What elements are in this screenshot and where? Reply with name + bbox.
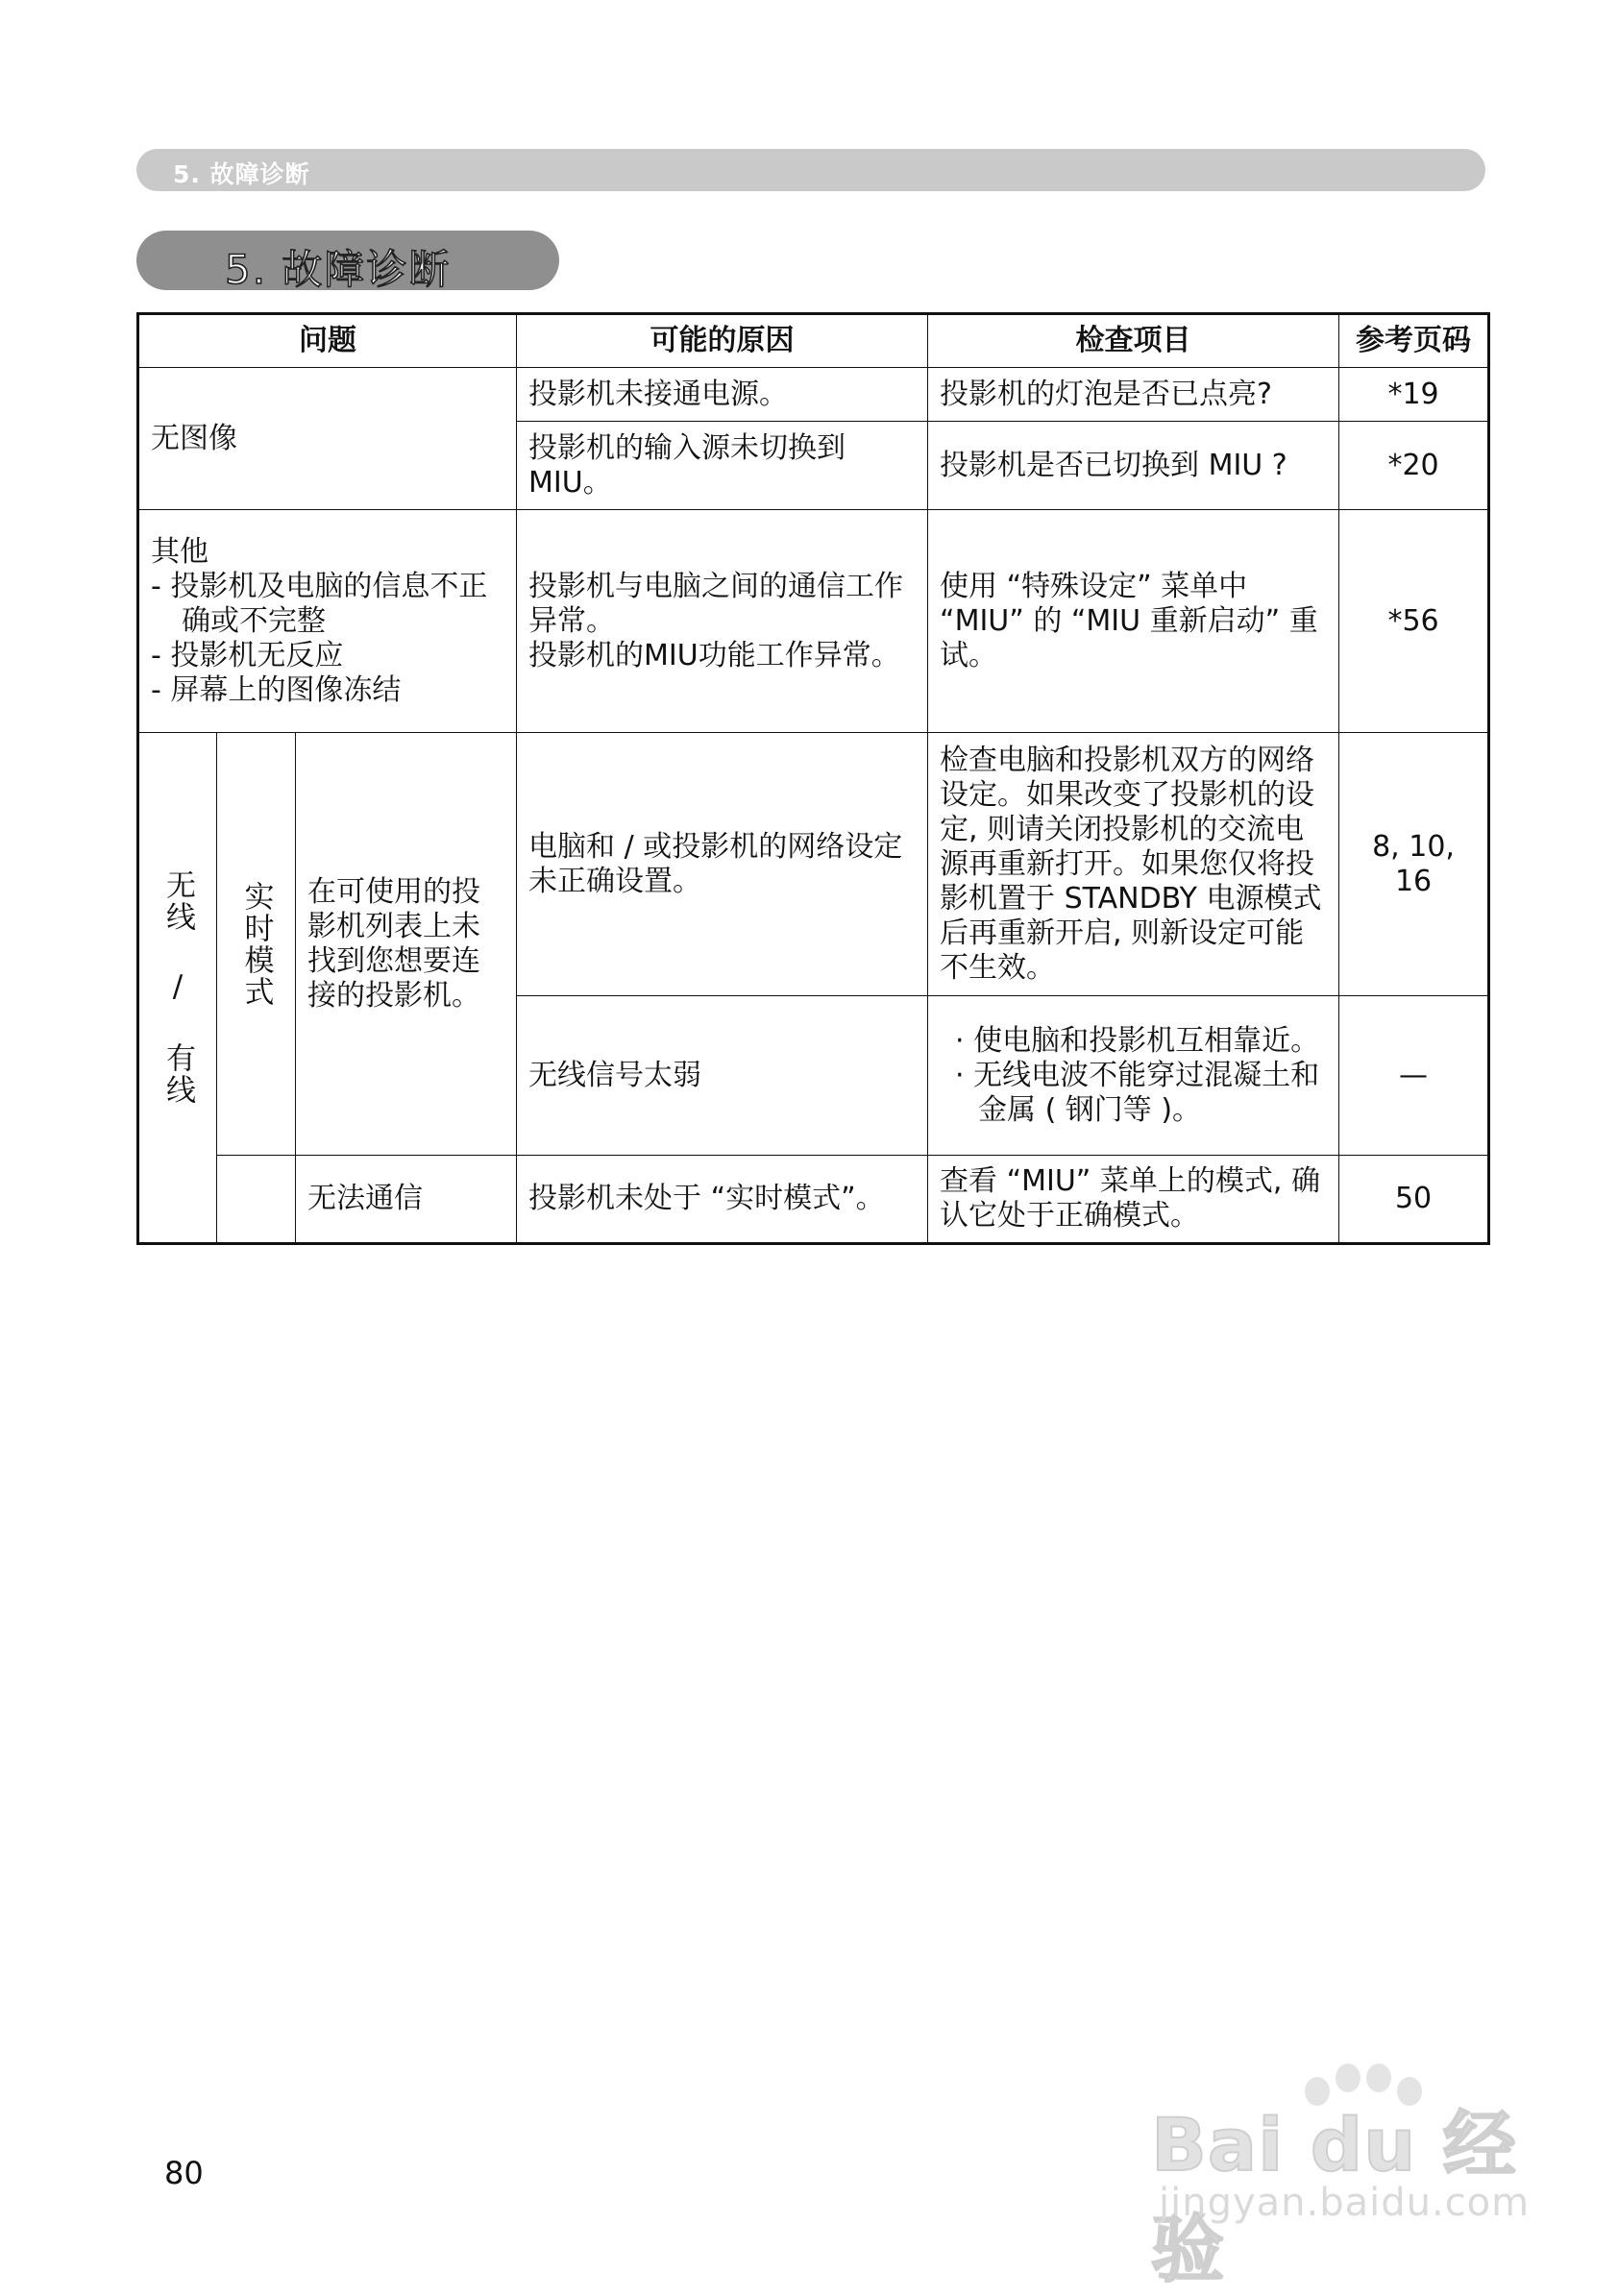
check-bullet: · 使电脑和投影机互相靠近。 — [955, 1023, 1320, 1058]
cause-cell: 无线信号太弱 — [517, 996, 928, 1156]
group-label: 无线 / 有线 — [160, 869, 195, 1106]
problem-other-item: - 屏幕上的图像冻结 — [151, 672, 402, 707]
chapter-title: 5. 故障诊断 — [225, 246, 452, 293]
check-cell: 查看 “MIU” 菜单上的模式, 确认它处于正确模式。 — [928, 1156, 1339, 1244]
mode-label: 实时模式 — [238, 880, 274, 1008]
problem-no-image: 无图像 — [138, 368, 517, 510]
group-wireless-wired — [138, 733, 217, 1244]
check-cell — [928, 996, 1339, 1156]
mode-cell — [217, 733, 296, 1156]
header-problem: 问题 — [138, 314, 517, 368]
problem-not-found: 在可使用的投影机列表上未找到您想要连接的投影机。 — [296, 733, 517, 1156]
table-row — [138, 368, 1489, 422]
problem-other-item: - 投影机无反应 — [151, 638, 344, 672]
cause-cell: 投影机未接通电源。 — [517, 368, 928, 422]
problem-other-item: - 投影机及电脑的信息不正确或不完整 — [151, 569, 488, 638]
table-row — [138, 733, 1489, 996]
problem-other-title: 其他 — [151, 534, 208, 569]
table-row — [138, 1156, 1489, 1244]
section-header-bar — [136, 149, 1485, 191]
page-ref-cell: — — [1339, 996, 1489, 1156]
mode-cell-empty — [217, 1156, 296, 1244]
watermark-brand: Bai du 经验 — [1151, 2102, 1517, 2292]
page-ref-cell: 50 — [1339, 1156, 1489, 1244]
cause-cell: 投影机未处于 “实时模式”。 — [517, 1156, 928, 1244]
page-ref-cell: *19 — [1339, 368, 1489, 422]
cause-line: 投影机与电脑之间的通信工作异常。 — [528, 569, 904, 638]
check-cell: 投影机是否已切换到 MIU ? — [928, 422, 1339, 510]
cause-line: 投影机的MIU功能工作异常。 — [528, 638, 900, 672]
header-cause: 可能的原因 — [517, 314, 928, 368]
problem-other — [138, 510, 517, 733]
page-number: 80 — [164, 2155, 204, 2191]
table-header-row — [138, 314, 1489, 368]
page-ref-cell: *20 — [1339, 422, 1489, 510]
section-header-label: 5. 故障诊断 — [173, 160, 310, 188]
check-cell: 使用 “特殊设定” 菜单中 “MIU” 的 “MIU 重新启动” 重试。 — [928, 510, 1339, 733]
page-ref-cell: 8, 10, 16 — [1339, 733, 1489, 996]
troubleshooting-table — [136, 312, 1490, 1245]
check-cell: 检查电脑和投影机双方的网络设定。如果改变了投影机的设定, 则请关闭投影机的交流电源再重新打开。如果您仅将投影机置于 STANDBY 电源模式后再重新开启, 则新设定可能不生效。 — [928, 733, 1339, 996]
watermark-url: jingyan.baidu.com — [1159, 2181, 1531, 2225]
chapter-title-pill — [136, 231, 559, 293]
cause-cell — [517, 510, 928, 733]
header-check: 检查项目 — [928, 314, 1339, 368]
header-page: 参考页码 — [1339, 314, 1489, 368]
problem-no-comm: 无法通信 — [296, 1156, 517, 1244]
cause-cell: 电脑和 / 或投影机的网络设定未正确设置。 — [517, 733, 928, 996]
table-row — [138, 510, 1489, 733]
baidu-watermark — [1151, 2056, 1555, 2292]
cause-cell: 投影机的输入源未切换到 MIU。 — [517, 422, 928, 510]
page-ref-cell: *56 — [1339, 510, 1489, 733]
check-bullet: · 无线电波不能穿过混凝土和金属 ( 钢门等 )。 — [955, 1058, 1320, 1127]
check-cell: 投影机的灯泡是否已点亮? — [928, 368, 1339, 422]
